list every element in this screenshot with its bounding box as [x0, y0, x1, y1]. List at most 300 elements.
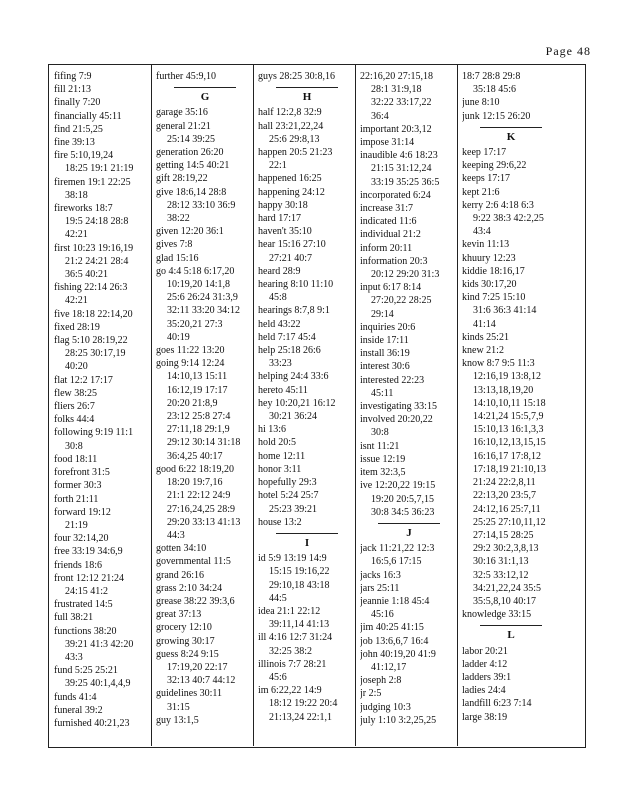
index-continuation: 14:10,13 15:11	[167, 371, 228, 383]
index-continuation: 28:25 30:17,19	[65, 348, 126, 360]
index-entry	[54, 123, 152, 136]
index-entry	[258, 436, 356, 449]
index-continuation: 29:2 30:2,3,8,13	[473, 543, 539, 555]
section-letter-heading: J	[360, 519, 458, 540]
index-term: knowledge 33:15	[462, 609, 532, 621]
index-entry	[462, 684, 560, 697]
index-continuation: 9:22 38:3 42:2,25	[473, 213, 544, 225]
index-term: hey 10:20,21 16:12	[258, 397, 336, 409]
index-entry	[462, 671, 560, 684]
index-continuation: 39:25 40:1,4,4,9	[65, 678, 131, 690]
index-term: getting 14:5 40:21	[156, 160, 230, 172]
index-entry	[258, 658, 356, 684]
index-term: heard 28:9	[258, 265, 301, 277]
index-entry	[360, 123, 458, 136]
index-entry	[54, 413, 152, 426]
index-entry	[156, 225, 254, 238]
index-term: im 6:22,22 14:9	[258, 685, 322, 697]
index-entry	[462, 159, 560, 172]
index-entry	[258, 489, 356, 515]
index-term: inquiries 20:6	[360, 321, 416, 333]
index-continuation: 18:20 19:7,16	[167, 477, 223, 489]
index-term: ive 12:20,22 19:15	[360, 480, 436, 492]
index-continuation: 14:21,24 15:5,7,9	[473, 411, 544, 423]
index-entry	[462, 252, 560, 265]
index-term: five 18:18 22:14,20	[54, 308, 133, 320]
index-continuation: 30:8	[65, 440, 83, 452]
index-entry	[360, 648, 458, 674]
index-term: goes 11:22 13:20	[156, 345, 225, 357]
index-term: fine 39:13	[54, 137, 95, 149]
index-entry	[156, 595, 254, 608]
index-continuation: 42:21	[65, 229, 88, 241]
index-continuation: 45:11	[371, 387, 394, 399]
index-continuation: 36:5 40:21	[65, 269, 109, 281]
index-term: guess 8:24 9:15	[156, 648, 219, 660]
index-entry	[54, 611, 152, 624]
index-term: jacks 16:3	[360, 569, 401, 581]
section-letter-heading: I	[258, 529, 356, 550]
index-entry	[258, 106, 356, 119]
section-letter-heading: G	[156, 83, 254, 104]
index-entry	[360, 189, 458, 202]
section-letter-heading: K	[462, 123, 560, 144]
index-entry	[156, 555, 254, 568]
index-entry	[258, 370, 356, 383]
index-entry	[462, 344, 560, 357]
index-entry	[360, 334, 458, 347]
index-continuation: 29:12 30:14 31:18	[167, 437, 241, 449]
index-term: inaudible 4:6 18:23	[360, 150, 438, 162]
index-term: illinois 7:7 28:21	[258, 658, 327, 670]
index-column-1	[54, 70, 152, 730]
index-entry	[54, 559, 152, 572]
index-entry	[360, 374, 458, 400]
index-entry	[156, 252, 254, 265]
index-term: firemen 19:1 22:25	[54, 176, 131, 188]
index-term: impose 31:14	[360, 137, 415, 149]
index-term: help 25:18 26:6	[258, 345, 321, 357]
index-continuation: 30:8	[371, 427, 389, 439]
index-term: jeannie 1:18 45:4	[360, 595, 430, 607]
index-continuation: 16:10,12,13,15,15	[473, 437, 546, 449]
index-term: forward 19:12	[54, 506, 111, 518]
index-term: issue 12:19	[360, 453, 406, 465]
index-entry	[54, 374, 152, 387]
index-continuation: 16:12,19 17:17	[167, 384, 228, 396]
index-continuation: 38:22	[167, 213, 190, 225]
index-entry	[156, 463, 254, 542]
index-term: home 12:11	[258, 450, 306, 462]
index-term: judging 10:3	[360, 701, 411, 713]
index-term: following 9:19 11:1	[54, 427, 134, 439]
index-term: hotel 5:24 25:7	[258, 490, 319, 502]
index-term: free 33:19 34:6,9	[54, 546, 123, 558]
index-term: increase 31:7	[360, 203, 414, 215]
index-entry	[54, 321, 152, 334]
index-term: kerry 2:6 4:18 6:3	[462, 199, 534, 211]
index-entry	[258, 344, 356, 370]
index-entry	[462, 70, 560, 96]
index-entry	[258, 120, 356, 146]
index-column-2	[156, 70, 254, 727]
index-entry	[156, 569, 254, 582]
index-continuation: 16:5,6 17:15	[371, 556, 422, 568]
index-entry	[360, 687, 458, 700]
index-continuation: 43:3	[65, 651, 83, 663]
index-term: funeral 39:2	[54, 704, 103, 716]
index-entry	[156, 106, 254, 119]
index-term: flew 38:25	[54, 387, 98, 399]
index-term: happen 20:5 21:23	[258, 147, 333, 159]
index-term: keep 17:17	[462, 147, 507, 159]
index-entry	[54, 453, 152, 466]
index-continuation: 36:4	[371, 110, 389, 122]
index-term: going 9:14 12:24	[156, 358, 225, 370]
index-term: job 13:6,6,7 16:4	[360, 635, 429, 647]
index-term: kevin 11:13	[462, 239, 510, 251]
index-term: isnt 11:21	[360, 440, 400, 452]
index-continuation: 29:14	[371, 308, 394, 320]
index-term: important 20:3,12	[360, 123, 432, 135]
index-continuation: 31:15	[167, 701, 190, 713]
index-term: garage 35:16	[156, 107, 208, 119]
index-continuation: 22:13,20 23:5,7	[473, 490, 537, 502]
index-entry	[360, 413, 458, 439]
index-term: kiddie 18:16,17	[462, 265, 525, 277]
index-term: hi 13:6	[258, 424, 287, 436]
index-continuation: 35:18 45:6	[473, 84, 517, 96]
index-entry	[54, 149, 152, 175]
index-entry	[54, 545, 152, 558]
index-entry	[462, 278, 560, 291]
index-continuation: 40:20	[65, 361, 88, 373]
index-entry	[54, 717, 152, 730]
index-term: first 10:23 19:16,19	[54, 242, 134, 254]
index-entry	[360, 321, 458, 334]
index-entry	[156, 608, 254, 621]
index-entry	[54, 691, 152, 704]
index-term: forefront 31:5	[54, 467, 110, 479]
index-term: give 18:6,14 28:8	[156, 186, 227, 198]
index-term: helping 24:4 33:6	[258, 371, 329, 383]
index-term: 22:16,20 27:15,18	[360, 71, 434, 82]
index-entry	[360, 136, 458, 149]
index-continuation: 13:13,18,19,20	[473, 384, 534, 396]
index-continuation: 21:13,24 22:1,1	[269, 711, 333, 723]
index-entry	[258, 318, 356, 331]
index-entry	[462, 357, 560, 608]
index-term: fire 5:10,19,24	[54, 150, 114, 162]
index-continuation: 19:5 24:18 28:8	[65, 216, 129, 228]
index-term: jim 40:25 41:15	[360, 622, 424, 634]
index-term: kids 30:17,20	[462, 279, 517, 291]
index-term: kind 7:25 15:10	[462, 292, 526, 304]
index-entry	[462, 697, 560, 710]
index-entry	[258, 238, 356, 264]
index-continuation: 32:13 40:7 44:12	[167, 675, 236, 687]
index-term: interest 30:6	[360, 361, 410, 373]
index-term: finally 7:20	[54, 97, 101, 109]
index-term: hearing 8:10 11:10	[258, 279, 334, 291]
index-entry	[360, 360, 458, 373]
index-entry	[258, 278, 356, 304]
index-continuation: 32:5 33:12,12	[473, 569, 529, 581]
index-entry	[156, 635, 254, 648]
index-term: financially 45:11	[54, 110, 122, 122]
index-entry	[156, 542, 254, 555]
index-continuation: 33:19 35:25 36:5	[371, 176, 440, 188]
index-continuation: 32:11 33:20 34:12	[167, 305, 240, 317]
index-continuation: 22:1	[269, 160, 287, 172]
index-term: half 12:2,8 32:9	[258, 107, 322, 119]
index-entry	[258, 384, 356, 397]
index-term: happened 16:25	[258, 173, 322, 185]
index-entry	[54, 704, 152, 717]
index-entry	[54, 202, 152, 242]
index-entry	[258, 605, 356, 631]
section-letter-heading: H	[258, 83, 356, 104]
index-term: june 8:10	[462, 97, 500, 109]
index-term: frustrated 14:5	[54, 599, 113, 611]
index-term: generation 26:20	[156, 147, 224, 159]
index-entry	[258, 186, 356, 199]
index-term: house 13:2	[258, 516, 302, 528]
index-continuation: 33:23	[269, 358, 292, 370]
index-entry	[462, 265, 560, 278]
index-term: glad 15:16	[156, 252, 199, 264]
index-term: further 45:9,10	[156, 71, 216, 82]
index-term: knew 21:2	[462, 345, 504, 357]
index-continuation: 21:19	[65, 519, 88, 531]
index-term: hard 17:17	[258, 213, 302, 225]
index-entry	[54, 308, 152, 321]
index-entry	[54, 334, 152, 374]
index-continuation: 32:25 38:2	[269, 645, 313, 657]
index-entry	[360, 347, 458, 360]
index-continuation: 39:21 41:3 42:20	[65, 638, 134, 650]
index-entry	[360, 453, 458, 466]
index-entry	[360, 70, 458, 123]
index-continuation: 20:12 29:20 31:3	[371, 269, 440, 281]
index-entry	[54, 387, 152, 400]
index-continuation: 28:12 33:10 36:9	[167, 199, 236, 211]
index-entry	[360, 400, 458, 413]
index-entry	[54, 572, 152, 598]
index-term: funds 41:4	[54, 691, 97, 703]
index-continuation: 45:16	[371, 609, 394, 621]
index-term: given 12:20 36:1	[156, 226, 224, 238]
index-entry	[258, 516, 356, 529]
index-term: joseph 2:8	[360, 675, 402, 687]
index-continuation: 41:14	[473, 318, 496, 330]
index-entry	[360, 621, 458, 634]
index-entry	[54, 400, 152, 413]
index-entry	[156, 172, 254, 185]
index-entry	[360, 215, 458, 228]
index-continuation: 18:25 19:1 21:19	[65, 163, 134, 175]
index-entry	[54, 625, 152, 665]
index-entry	[462, 238, 560, 251]
index-continuation: 24:15 41:2	[65, 585, 109, 597]
index-entry	[360, 569, 458, 582]
index-term: hereto 45:11	[258, 384, 308, 396]
index-entry	[462, 658, 560, 671]
index-continuation: 25:6 26:24 31:3,9	[167, 292, 238, 304]
index-term: guy 13:1,5	[156, 714, 199, 726]
index-entry	[360, 228, 458, 241]
index-continuation: 35:5,8,10 40:17	[473, 595, 537, 607]
index-entry	[258, 212, 356, 225]
index-term: great 37:13	[156, 609, 202, 621]
index-continuation: 29:10,18 43:18	[269, 579, 330, 591]
index-entry	[54, 506, 152, 532]
index-term: fishing 22:14 26:3	[54, 282, 128, 294]
index-continuation: 30:21 36:24	[269, 411, 318, 423]
index-entry	[360, 701, 458, 714]
index-term: furnished 40:21,23	[54, 717, 130, 729]
index-entry	[156, 621, 254, 634]
index-entry	[156, 159, 254, 172]
index-continuation: 29:20 33:13 41:13	[167, 516, 241, 528]
index-continuation: 21:15 31:12,24	[371, 163, 432, 175]
index-entry	[360, 479, 458, 519]
index-continuation: 27:11,18 29:1,9	[167, 424, 230, 436]
index-continuation: 27:21 40:7	[269, 252, 313, 264]
index-continuation: 30:8 34:5 36:23	[371, 506, 435, 518]
index-term: ladies 24:4	[462, 685, 506, 697]
index-entry	[258, 265, 356, 278]
index-term: full 38:21	[54, 612, 94, 624]
index-continuation: 20:20 21:8,9	[167, 397, 218, 409]
index-entry	[156, 648, 254, 688]
index-term: haven't 35:10	[258, 226, 312, 238]
index-continuation: 36:4,25 40:17	[167, 450, 223, 462]
index-continuation: 27:14,15 28:25	[473, 529, 534, 541]
index-entry	[258, 70, 356, 83]
index-term: front 12:12 21:24	[54, 572, 124, 584]
index-continuation: 16:16,17 17:8,12	[473, 450, 542, 462]
index-term: keeping 29:6,22	[462, 160, 527, 172]
index-term: grocery 12:10	[156, 622, 212, 634]
index-continuation: 21:24 22:2,8,11	[473, 477, 536, 489]
index-entry	[360, 466, 458, 479]
index-entry	[462, 199, 560, 239]
index-term: ladders 39:1	[462, 671, 512, 683]
index-term: kinds 25:21	[462, 331, 509, 343]
index-entry	[54, 176, 152, 202]
index-entry	[258, 225, 356, 238]
index-term: go 4:4 5:18 6:17,20	[156, 265, 235, 277]
section-letter-heading: L	[462, 621, 560, 642]
index-term: keeps 17:17	[462, 173, 511, 185]
index-term: hear 15:16 27:10	[258, 239, 326, 251]
index-term: ladder 4:12	[462, 658, 508, 670]
index-entry	[156, 344, 254, 357]
index-term: input 6:17 8:14	[360, 282, 422, 294]
index-entry	[54, 598, 152, 611]
index-term: grand 26:16	[156, 569, 205, 581]
index-term: find 21:5,25	[54, 123, 103, 135]
index-continuation: 41:12,17	[371, 661, 407, 673]
index-continuation: 15:10,13 16:1,3,3	[473, 424, 544, 436]
index-term: flag 5:10 28:19,22	[54, 335, 128, 347]
index-term: junk 12:15 26:20	[462, 110, 531, 122]
index-continuation: 25:14 39:25	[167, 133, 216, 145]
index-column-3	[258, 70, 356, 724]
index-entry	[462, 110, 560, 123]
index-term: information 20:3	[360, 255, 428, 267]
index-term: install 36:19	[360, 348, 410, 360]
index-term: grass 2:10 34:24	[156, 582, 223, 594]
index-entry	[462, 172, 560, 185]
index-term: grease 38:22 39:3,6	[156, 595, 235, 607]
index-continuation: 40:19	[167, 331, 190, 343]
index-continuation: 25:23 39:21	[269, 503, 318, 515]
index-entry	[360, 255, 458, 281]
index-entry	[54, 664, 152, 690]
index-continuation: 25:25 27:10,11,12	[473, 516, 546, 528]
index-term: jr 2:5	[360, 688, 382, 700]
index-continuation: 39:11,14 41:13	[269, 619, 330, 631]
index-entry	[156, 265, 254, 344]
index-term: ill 4:16 12:7 31:24	[258, 632, 333, 644]
index-column-5	[462, 70, 560, 724]
index-entry	[462, 146, 560, 159]
index-continuation: 10:19,20 14:1,8	[167, 279, 231, 291]
index-term: landfill 6:23 7:14	[462, 698, 532, 710]
index-continuation: 43:4	[473, 226, 491, 238]
index-continuation: 17:18,19 21:10,13	[473, 463, 547, 475]
index-continuation: 15:15 19:16,22	[269, 566, 330, 578]
index-term: folks 44:4	[54, 414, 95, 426]
index-term: inside 17:11	[360, 335, 409, 347]
index-continuation: 45:8	[269, 292, 287, 304]
index-term: governmental 11:5	[156, 556, 231, 568]
index-term: growing 30:17	[156, 635, 215, 647]
index-term: held 43:22	[258, 318, 301, 330]
index-term: item 32:3,5	[360, 467, 406, 479]
index-term: individual 21:2	[360, 229, 421, 241]
index-entry	[360, 674, 458, 687]
index-entry	[360, 595, 458, 621]
index-term: functions 38:20	[54, 625, 117, 637]
index-term: general 21:21	[156, 120, 211, 132]
index-entry	[258, 397, 356, 423]
index-entry	[258, 684, 356, 724]
index-entry	[360, 202, 458, 215]
index-term: guys 28:25 30:8,16	[258, 71, 335, 82]
index-term: gift 28:19,22	[156, 173, 208, 185]
index-term: jack 11:21,22 12:3	[360, 543, 435, 555]
index-term: incorporated 6:24	[360, 189, 431, 201]
index-term: hall 23:21,22,24	[258, 120, 324, 132]
index-term: held 7:17 45:4	[258, 331, 316, 343]
index-term: involved 20:20,22	[360, 414, 433, 426]
index-entry	[462, 645, 560, 658]
index-continuation: 14:10,10,11 15:18	[473, 397, 546, 409]
index-continuation: 38:18	[65, 189, 88, 201]
index-entry	[462, 96, 560, 109]
index-entry	[360, 281, 458, 321]
index-term: labor 20:21	[462, 645, 508, 657]
index-continuation: 21:2 24:21 28:4	[65, 255, 129, 267]
index-continuation: 45:6	[269, 671, 287, 683]
index-term: kept 21:6	[462, 186, 500, 198]
index-term: khuury 12:23	[462, 252, 516, 264]
index-entry	[258, 331, 356, 344]
index-entry	[156, 70, 254, 83]
